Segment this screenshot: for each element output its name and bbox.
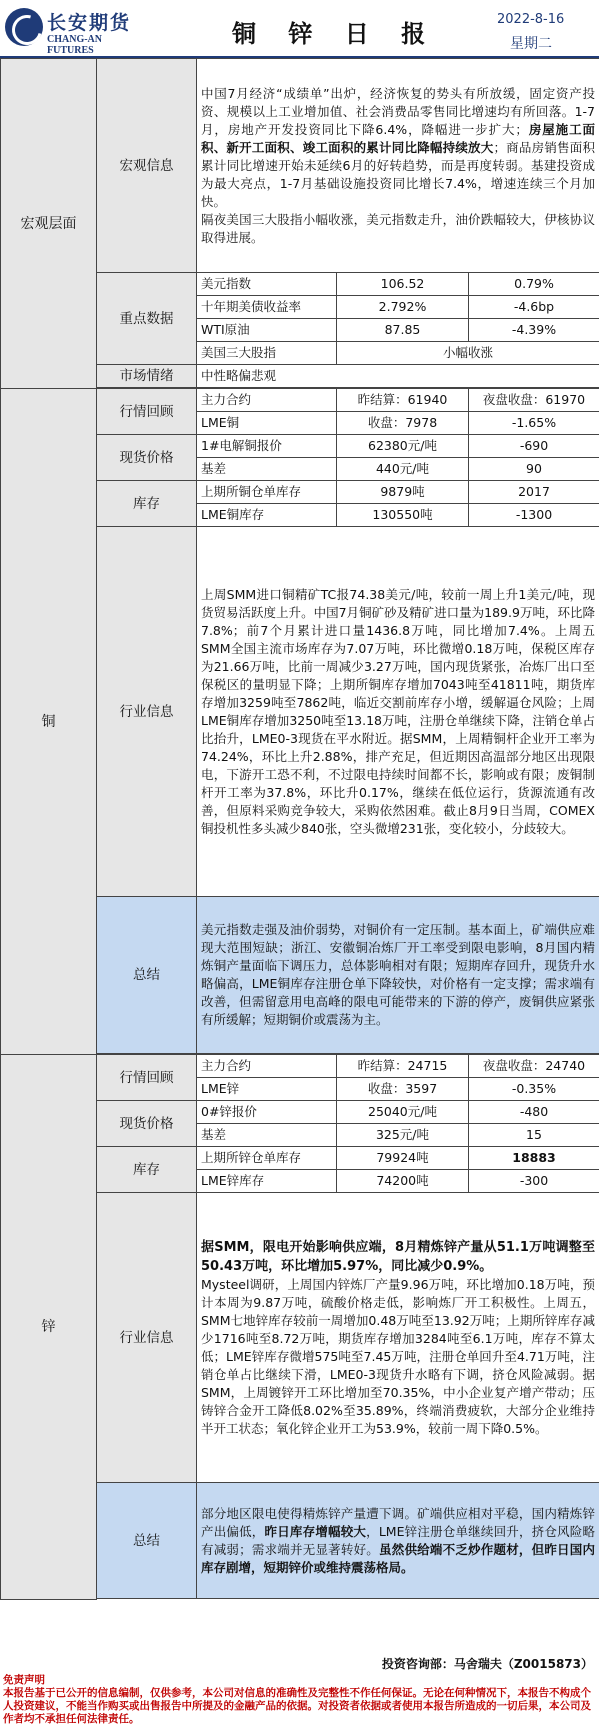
zinc-stock-value: 74200吨: [337, 1170, 469, 1193]
copper-review-value: 收盘：7978: [337, 412, 469, 435]
key-row-value: 87.85: [337, 319, 469, 342]
macro-info-label: 宏观信息: [97, 59, 197, 273]
copper-spot-change: -690: [469, 435, 599, 458]
zinc-spot-name: 基差: [197, 1124, 337, 1147]
zinc-stock-label: 库存: [97, 1147, 197, 1193]
zinc-spot-change: 15: [469, 1124, 599, 1147]
copper-review-change: -1.65%: [469, 412, 599, 435]
zinc-spot-name: 0#锌报价: [197, 1101, 337, 1124]
macro-key-data-label: 重点数据: [97, 273, 197, 365]
zinc-spot-value: 25040元/吨: [337, 1101, 469, 1124]
key-row-name: 美元指数: [197, 273, 337, 296]
zinc-stock-change: -300: [469, 1170, 599, 1193]
zinc-review-change: -0.35%: [469, 1078, 599, 1101]
section-macro: 宏观层面: [1, 59, 97, 389]
zinc-stock-change: 18883: [469, 1147, 599, 1170]
copper-review-value: 昨结算：61940: [337, 389, 469, 412]
copper-stock-value: 9879吨: [337, 481, 469, 504]
key-row-change: 0.79%: [469, 273, 599, 296]
zinc-spot-change: -480: [469, 1101, 599, 1124]
key-row-value: 2.792%: [337, 296, 469, 319]
logo-en-text: CHANG-AN FUTURES: [47, 34, 135, 56]
report-date: 2022-8-16: [497, 12, 564, 27]
key-row-name: WTI原油: [197, 319, 337, 342]
copper-industry-text: 上周SMM进口铜精矿TC报74.38美元/吨，较前一周上升1美元/吨，现货贸易活跃度上升。中国7月铜矿砂及精矿进口量为189.9万吨，环比降7.8%；前7个月累计进口量1436.8万吨，同比增加7.4%。上周五SMM全国主流市场库存为7.07万吨，环比微增0.18万吨，保税区库存为21.66万吨，比前一周减少3.27万吨，国内现货紧张，冶炼厂出口至保税区的量明显下降；上期所铜库存增加7043吨至41811吨，期货库存增加3259吨至7862吨，临近交割前库存小增，缓解逼仓风险；上周LME铜库存增加3250吨至13.18万吨，注册仓单继续下降，注销仓单占比抬升，LME0-3现货在平水附近。据SMM，上周精铜杆企业开工率为74.24%，环比上升2.88%，排产充足，但近期因高温部分地区出现限电，下游开工恐不利，不过限电持续时间都不长，影响或有限；废铜制杆开工率为37.8%，环比升0.17%，继续在低位运行，货源流通有改善，但原料采购竞争较大，采购依然困难。截止8月9日当周，COMEX铜投机性多头减少840张，空头微增231张，变化较小，分歧较大。: [197, 527, 599, 897]
macro-info-text: 中国7月经济“成绩单”出炉，经济恢复的势头有所放缓，固定资产投资、规模以上工业增加值、社会消费品零售同比增速均有所回落。1-7月，房地产开发投资同比下降6.4%，降幅进一步扩大；房屋施工面积、新开工面积、竣工面积的累计同比降幅持续放大；商品房销售面积累计同比增速开始未延续6月的好转趋势，而是再度转弱。基建投资成为最大亮点，1-7月基础设施投资同比增长7.4%，增速连续三个月加快。 隔夜美国三大股指小幅收涨，美元指数走升，油价跌幅较大，伊核协议取得进展。: [197, 59, 599, 273]
zinc-review-label: 行情回顾: [97, 1055, 197, 1101]
section-copper: 铜: [1, 389, 97, 1055]
copper-review-label: 行情回顾: [97, 389, 197, 435]
zinc-review-name: LME锌: [197, 1078, 337, 1101]
zinc-stock-value: 79924吨: [337, 1147, 469, 1170]
copper-spot-value: 62380元/吨: [337, 435, 469, 458]
copper-summary-text: 美元指数走强及油价弱势，对铜价有一定压制。基本面上，矿端供应难现大范围短缺；浙江、安徽铜冶炼厂开工率受到限电影响，8月国内精炼铜产量面临下调压力，总体影响相对有限；短期库存回升，现货升水略偏高，LME铜库存注册仓单下降较快，对价格有一定支撑；需求端有改善，但需留意用电高峰的限电可能带来的下游的停产，废铜供应紧张有所缓解；短期铜价或震荡为主。: [197, 897, 599, 1054]
key-row-change: -4.39%: [469, 319, 599, 342]
section-zinc: 锌: [1, 1055, 97, 1600]
report-header: [0, 0, 599, 58]
zinc-review-value: 收盘：3597: [337, 1078, 469, 1101]
copper-spot-value: 440元/吨: [337, 458, 469, 481]
zinc-industry-text: 据SMM，限电开始影响供应端，8月精炼锌产量从51.1万吨调整至50.43万吨，环比增加5.97%，同比减少0.9%。 Mysteel调研，上周国内锌炼厂产量9.96万吨，环比增加0.18万吨，预计本周为9.87万吨，硫酸价格走低，影响炼厂开工积极性。上周五，SMM七地锌库存较前一周增加0.48万吨至13.92万吨；上期所锌库存减少1716吨至8.72万吨，期货库存增加3284吨至6.1万吨，库存不算太低；LME锌库存微增575吨至7.45万吨，注册仓单回升至4.71万吨，注销仓单占比继续下滑，LME0-3现货升水略有下调，挤仓风险减弱。据SMM，上周镀锌开工环比增加至70.35%，中小企业复产增产带动；压铸锌合金开工降低8.02%至35.89%，终端消费疲软，大部分企业维持半开工状态；氧化锌企业开工为53.9%，较前一周下降0.5%。: [197, 1193, 599, 1483]
copper-stock-change: 2017: [469, 481, 599, 504]
zinc-review-name: 主力合约: [197, 1055, 337, 1078]
copper-review-name: 主力合约: [197, 389, 337, 412]
disclaimer: 免责声明 本报告基于已公开的信息编制，仅供参考，本公司对信息的准确性及完整性不作任何保证。无论在何种情况下，本报告不构成个人投资建议，不能当作购买或出售报告中所提及的金融产品的依据。对投资者依据或者使用本报告所造成的一切后果，本公司及作者均不承担任何法律责任。: [3, 1674, 596, 1726]
zinc-review-value: 昨结算：24715: [337, 1055, 469, 1078]
report-table: [0, 58, 599, 1600]
copper-spot-name: 基差: [197, 458, 337, 481]
company-logo: [5, 6, 135, 52]
zinc-stock-name: 上期所锌仓单库存: [197, 1147, 337, 1170]
copper-stock-change: -1300: [469, 504, 599, 527]
copper-stock-name: 上期所铜仓单库存: [197, 481, 337, 504]
copper-stock-name: LME铜库存: [197, 504, 337, 527]
zinc-spot-value: 325元/吨: [337, 1124, 469, 1147]
stock-index-name: 美国三大股指: [197, 342, 337, 365]
copper-stock-value: 130550吨: [337, 504, 469, 527]
copper-industry-label: 行业信息: [97, 527, 197, 897]
logo-emblem-icon: [5, 8, 43, 46]
key-row-value: 106.52: [337, 273, 469, 296]
zinc-stock-name: LME锌库存: [197, 1170, 337, 1193]
sentiment-value: 中性略偏悲观: [197, 365, 599, 388]
report-weekday: 星期二: [510, 33, 552, 53]
report-title: 铜 锌 日 报: [232, 14, 437, 49]
copper-spot-label: 现货价格: [97, 435, 197, 481]
sentiment-label: 市场情绪: [97, 365, 197, 388]
copper-spot-change: 90: [469, 458, 599, 481]
zinc-summary-label: 总结: [97, 1483, 197, 1599]
zinc-review-change: 夜盘收盘：24740: [469, 1055, 599, 1078]
key-row-change: -4.6bp: [469, 296, 599, 319]
stock-index-value: 小幅收涨: [337, 342, 599, 365]
key-row-name: 十年期美债收益率: [197, 296, 337, 319]
consultant-info: 投资咨询部：马舍瑞夫（Z0015873）: [382, 1655, 593, 1672]
logo-cn-text: 长安期货: [47, 8, 131, 35]
copper-review-change: 夜盘收盘：61970: [469, 389, 599, 412]
copper-spot-name: 1#电解铜报价: [197, 435, 337, 458]
copper-stock-label: 库存: [97, 481, 197, 527]
copper-review-name: LME铜: [197, 412, 337, 435]
zinc-spot-label: 现货价格: [97, 1101, 197, 1147]
zinc-summary-text: 部分地区限电使得精炼锌产量遭下调。矿端供应相对平稳，国内精炼锌产出偏低，昨日库存增幅较大，LME锌注册仓单继续回升，挤仓风险略有减弱；需求端并无显著转好。虽然供给端不乏炒作题材，但昨日国内库存剧增，短期锌价或维持震荡格局。: [197, 1483, 599, 1599]
zinc-industry-label: 行业信息: [97, 1193, 197, 1483]
copper-summary-label: 总结: [97, 897, 197, 1054]
